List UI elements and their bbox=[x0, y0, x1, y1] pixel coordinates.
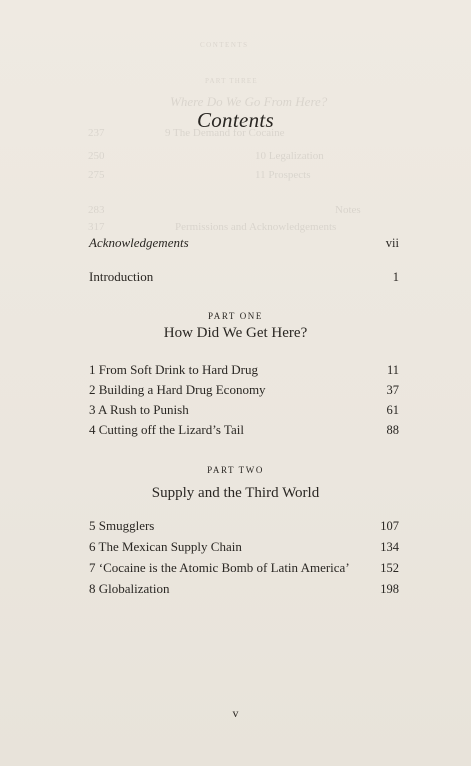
toc-entry-page: 1 bbox=[392, 270, 399, 284]
show-through-line: 9 The Demand for Cocaine bbox=[165, 127, 285, 139]
part-one-label: PART ONE bbox=[207, 311, 264, 321]
toc-entry-label: Acknowledgements bbox=[89, 235, 189, 250]
toc-entry-chapter-5 bbox=[89, 517, 399, 535]
toc-entry-chapter-2 bbox=[89, 381, 399, 399]
toc-entry-page: 88 bbox=[386, 423, 399, 437]
toc-entry-page: 107 bbox=[380, 519, 399, 533]
show-through-running-head: CONTENTS bbox=[200, 41, 249, 49]
toc-entry-chapter-4 bbox=[89, 421, 399, 439]
toc-entry-label: 7 ‘Cocaine is the Atomic Bomb of Latin America’ bbox=[89, 560, 350, 575]
show-through-line: 10 Legalization bbox=[255, 150, 324, 162]
toc-entry-page: 11 bbox=[386, 363, 399, 377]
show-through-line: 11 Prospects bbox=[255, 169, 311, 181]
show-through-part-title: Where Do We Go From Here? bbox=[170, 94, 328, 109]
toc-entry-page: 152 bbox=[380, 561, 399, 575]
toc-entry-label: Introduction bbox=[89, 269, 154, 284]
show-through-number: 275 bbox=[88, 169, 105, 181]
page-folio: v bbox=[232, 706, 239, 720]
toc-entry-page: 61 bbox=[386, 403, 399, 417]
toc-entry-chapter-1 bbox=[89, 361, 399, 379]
toc-entry-label: 5 Smugglers bbox=[89, 518, 155, 533]
show-through-line: Notes bbox=[335, 204, 361, 216]
toc-entry-label: 4 Cutting off the Lizard’s Tail bbox=[89, 422, 244, 437]
part-two-label: PART TWO bbox=[207, 465, 264, 475]
toc-entry-chapter-7 bbox=[89, 559, 399, 577]
contents-title: Contents bbox=[196, 108, 275, 132]
toc-entry-chapter-8 bbox=[89, 580, 399, 598]
show-through-part-label: PART THREE bbox=[205, 77, 258, 85]
toc-entry-label: 8 Globalization bbox=[89, 581, 170, 596]
toc-entry-label: 3 A Rush to Punish bbox=[89, 402, 189, 417]
toc-entry-page: 134 bbox=[380, 540, 399, 554]
show-through-number: 250 bbox=[88, 150, 105, 162]
part-one-title: How Did We Get Here? bbox=[163, 325, 308, 341]
toc-entry-chapter-6 bbox=[89, 538, 399, 556]
toc-entry-acknowledgements bbox=[89, 234, 399, 252]
toc-entry-chapter-3 bbox=[89, 401, 399, 419]
show-through-number: 283 bbox=[88, 204, 105, 216]
toc-entry-introduction bbox=[89, 268, 399, 286]
toc-entry-page: 37 bbox=[386, 383, 399, 397]
show-through-number: 317 bbox=[88, 221, 105, 233]
show-through-number: 237 bbox=[88, 127, 105, 139]
part-two-title: Supply and the Third World bbox=[151, 485, 320, 501]
toc-entry-label: 2 Building a Hard Drug Economy bbox=[89, 382, 266, 397]
toc-entry-label: 6 The Mexican Supply Chain bbox=[89, 539, 242, 554]
toc-entry-page: vii bbox=[385, 236, 399, 250]
toc-entry-page: 198 bbox=[380, 582, 399, 596]
show-through-line: Permissions and Acknowledgements bbox=[175, 221, 337, 233]
toc-entry-label: 1 From Soft Drink to Hard Drug bbox=[89, 362, 258, 377]
